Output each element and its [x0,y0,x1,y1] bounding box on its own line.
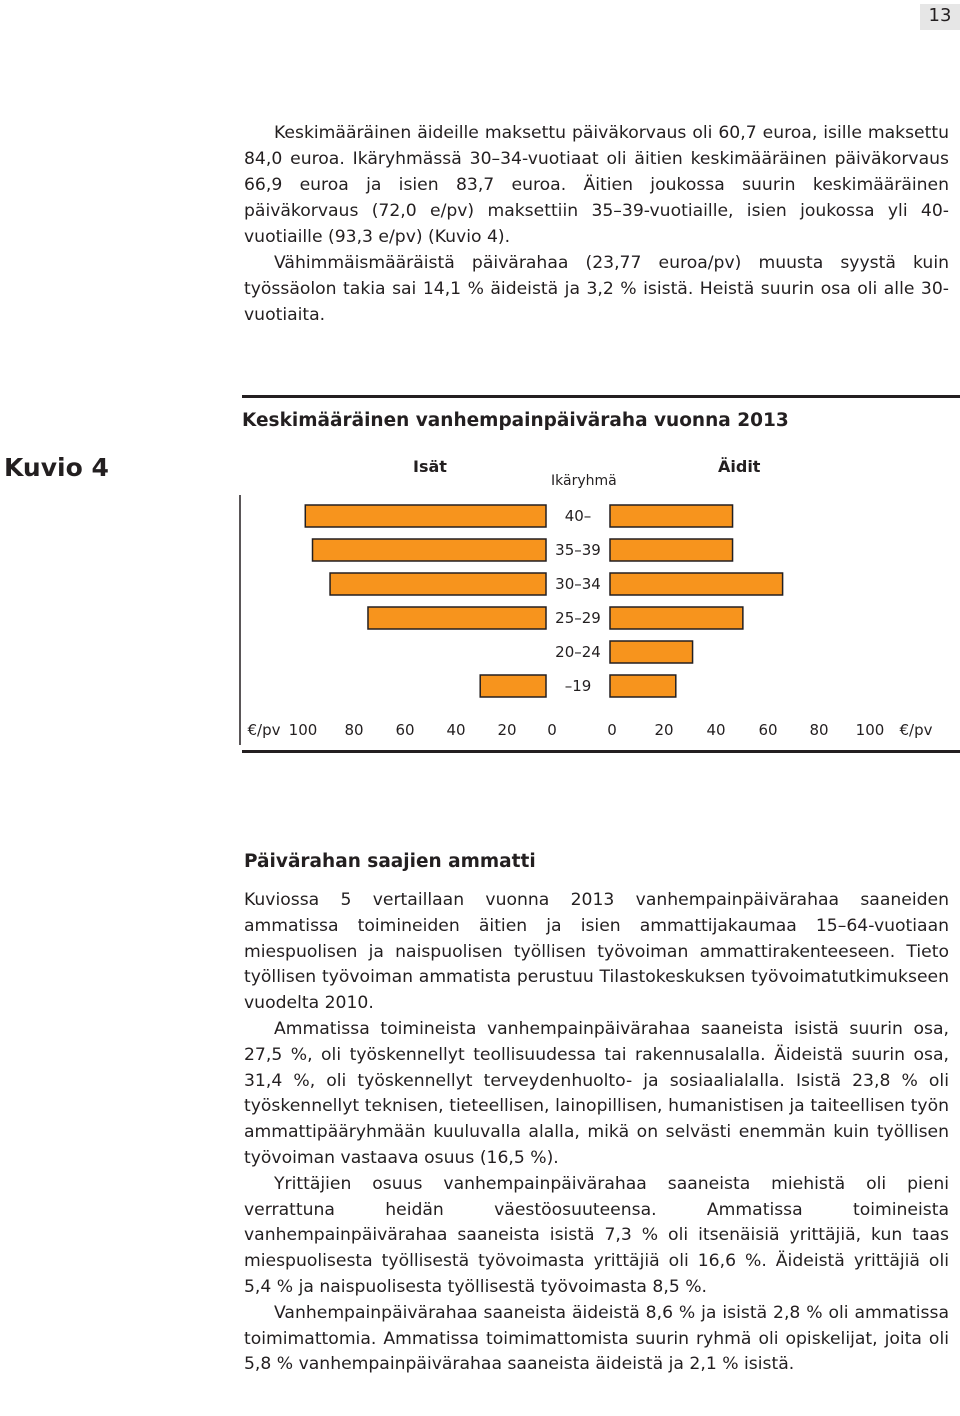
bar-aidit-3 [610,607,743,629]
bar-isat-1 [313,539,546,561]
intro-paragraph: Keskimääräinen äideille maksettu päiväkorvaus oli 60,7 euroa, isille maksettu 84,0 euroa. Ikäryhmässä 30–34-vuotiaat oli äitien keskimääräinen päiväkorvaus 66,9 euroa ja isien 83,7 euroa. Äitien joukossa suurin keskimääräinen päiväkorvaus (72,0 e/pv) maksettiin 35–39-vuotiaille, isien joukossa yli 40-vuotiaille (93,3 e/pv) (Kuvio 4). [244,123,949,247]
body-paragraph: Yrittäjien osuus vanhempainpäivärahaa saaneista miehistä oli pieni verrattuna heidän väestöosuuteensa. Ammatissa toimineista vanhempainpäivärahaa saaneista isistä 7,3 % oli itsenäisiä yrittäjiä, kun taas miespuolisesta työllisestä työvoimasta yrittäjiä oli 16,6 %. Äideistä yrittäjiä oli 5,4 % ja naispuolisesta työllisestä työvoimasta 8,5 %. [244,1173,949,1297]
x-tick-left: 80 [344,721,364,739]
left-series-header: Isät [413,457,447,476]
body-paragraph: Kuviossa 5 vertaillaan vuonna 2013 vanhempainpäivärahaa saaneiden ammatissa toimineiden äitien ja isien ammattijakaumaa 15–64-vuotiaan miespuolisen ja naispuolisen työllisen työvoiman ammattirakenteeseen. Tieto työllisen työvoiman ammatista perustuu Tilastokeskuksen työvoimatutkimukseen vuodelta 2010. [244,890,949,1014]
x-tick-left: 100 [288,721,318,739]
age-group-label: –19 [564,677,592,695]
bar-isat-3 [368,607,546,629]
x-tick-right: 0 [607,721,617,739]
x-tick-right: 20 [654,721,674,739]
bar-isat-0 [305,505,546,527]
bar-aidit-0 [610,505,733,527]
body-paragraph: Vanhempainpäivärahaa saaneista äideistä 8,6 % ja isistä 2,8 % oli ammatissa toimimattomia. Ammatissa toimimattomista suurin ryhmä oli opiskelijat, joita oli 5,8 % vanhempainpäivärahaa saaneista äideistä ja 2,1 % isistä. [244,1302,949,1375]
age-group-label: 25–29 [555,609,601,627]
right-series-header: Äidit [718,457,761,476]
bar-aidit-1 [610,539,733,561]
x-tick-right: 60 [758,721,778,739]
x-tick-right: €/pv [899,721,933,739]
x-tick-right: 40 [706,721,726,739]
bar-aidit-5 [610,675,676,697]
figure-bottom-rule [242,750,960,753]
x-tick-left: 20 [497,721,517,739]
section-heading: Päivärahan saajien ammatti [244,851,536,872]
age-group-header: Ikäryhmä [551,473,617,489]
bar-isat-5 [480,675,546,697]
bar-aidit-4 [610,641,693,663]
x-tick-right: 80 [809,721,829,739]
x-tick-left: 60 [395,721,415,739]
figure-top-rule [242,395,960,398]
x-tick-left: 40 [446,721,466,739]
figure-title: Keskimääräinen vanhempainpäiväraha vuonna 2013 [242,410,789,431]
x-tick-left: 0 [547,721,557,739]
x-tick-left: €/pv [247,721,281,739]
body-paragraph: Ammatissa toimineista vanhempainpäivärahaa saaneista isistä suurin osa, 27,5 %, oli työskennellyt teollisuudessa tai rakennusalalla. Äideistä suurin osa, 31,4 %, oli työskennellyt terveydenhuolto- ja sosiaalialalla. Isistä 23,8 % oli työskennellyt teknisen, tieteellisen, lainopillisen, humanistisen ja taiteellisen työn ammattipääryhmään kuuluvalla alalla, mikä on selvästi enemmän kuin työllisen työvoiman vastaava osuus (16,5 %). [244,1018,949,1168]
bar-isat-2 [330,573,546,595]
figure-label: Kuvio 4 [4,453,109,482]
intro-paragraph: Vähimmäismääräistä päivärahaa (23,77 euroa/pv) muusta syystä kuin työssäolon takia sai 14,1 % äideistä ja 3,2 % isistä. Heistä suurin osa oli alle 30-vuotiaita. [244,253,949,325]
bar-aidit-2 [610,573,783,595]
body-text [244,888,949,1378]
population-pyramid-chart [0,440,960,780]
age-group-label: 20–24 [555,643,601,661]
age-group-label: 30–34 [555,575,601,593]
age-group-label: 40– [564,507,592,525]
x-tick-right: 100 [855,721,885,739]
page-number: 13 [920,4,960,30]
intro-text [244,120,949,328]
age-group-label: 35–39 [555,541,601,559]
